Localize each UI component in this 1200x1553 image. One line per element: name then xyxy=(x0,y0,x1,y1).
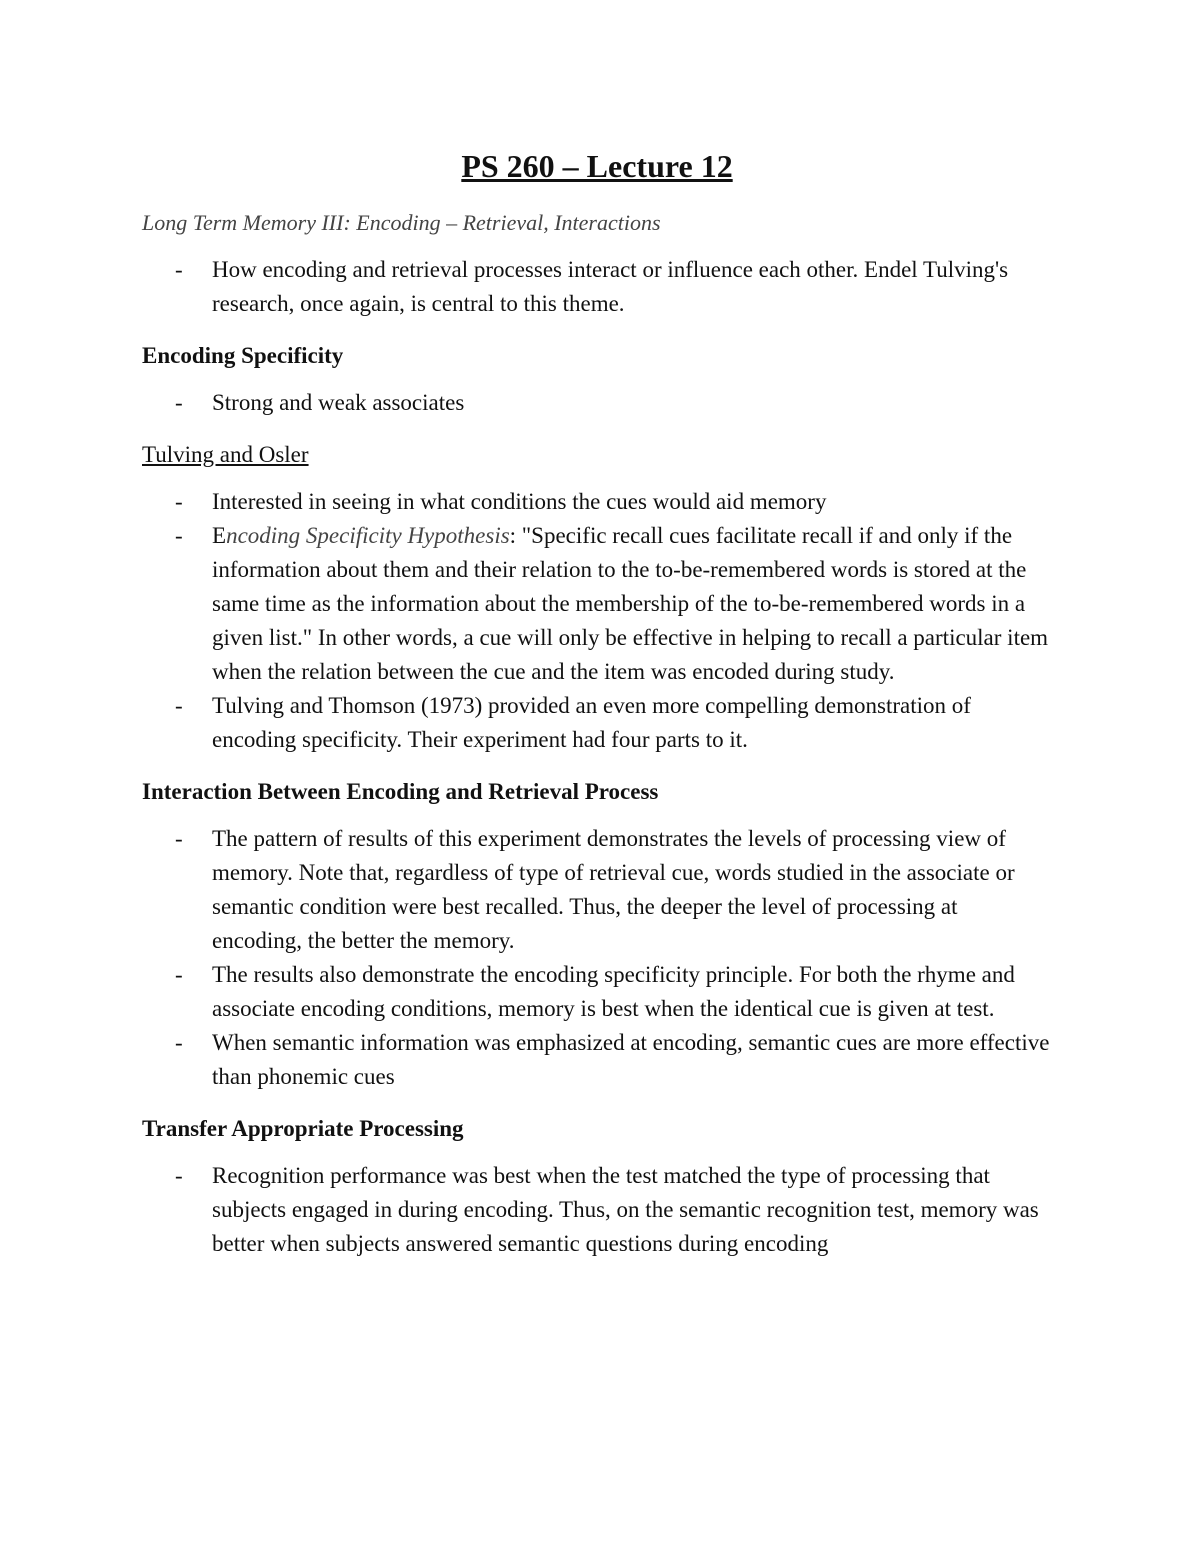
bullet-dash: - xyxy=(175,489,183,514)
bullet-dash: - xyxy=(175,1030,183,1055)
section-heading-tulving-osler: Tulving and Osler xyxy=(142,442,309,467)
bullet-text: The results also demonstrate the encoding specificity principle. For both the rhyme and associate encoding conditions, memory is best when the identical cue is given at test. xyxy=(212,962,1015,1021)
list-item xyxy=(142,1026,1052,1094)
bullet-dash: - xyxy=(175,1163,183,1188)
list-item xyxy=(142,253,1052,321)
bullet-dash: - xyxy=(175,962,183,987)
bullet-text: The pattern of results of this experiment demonstrates the levels of processing view of memory. Note that, regardless of type of retrieval cue, words studied in the associate or semantic condition were best recalled. Thus, the deeper the level of processing at encoding, the better the memory. xyxy=(212,826,1015,953)
section-heading-encoding-specificity: Encoding Specificity xyxy=(142,343,344,368)
list-item xyxy=(142,485,1052,519)
bullet-text-rest: : "Specific recall cues facilitate recall if and only if the information about them and their relation to the to-be-remembered words is stored at the same time as the information about the membership of the to-be-remembered words in a given list." In other words, a cue will only be effective in helping to recall a particular item when the relation between the cue and the item was encoded during study. xyxy=(212,523,1049,684)
bullet-text-prefix: E xyxy=(212,523,227,548)
section-heading-interaction: Interaction Between Encoding and Retrieval Process xyxy=(142,779,659,804)
bullet-text: Tulving and Thomson (1973) provided an even more compelling demonstration of encoding specificity. Their experiment had four parts to it. xyxy=(212,693,971,752)
transfer-list xyxy=(142,1159,1052,1261)
bullet-dash: - xyxy=(175,257,183,282)
bullet-text: How encoding and retrieval processes interact or influence each other. Endel Tulving's research, once again, is central to this theme. xyxy=(212,257,1009,316)
list-item xyxy=(142,822,1052,958)
hypothesis-term: ncoding Specificity Hypothesis xyxy=(226,523,510,548)
document-title: PS 260 – Lecture 12 xyxy=(461,148,733,184)
encoding-specificity-list xyxy=(142,386,1052,420)
list-item xyxy=(142,689,1052,757)
list-item xyxy=(142,958,1052,1026)
bullet-dash: - xyxy=(175,826,183,851)
bullet-text: When semantic information was emphasized at encoding, semantic cues are more effective than phonemic cues xyxy=(212,1030,1050,1089)
bullet-text: Strong and weak associates xyxy=(212,390,465,415)
list-item xyxy=(142,519,1052,689)
list-item xyxy=(142,386,1052,420)
bullet-text: Interested in seeing in what conditions the cues would aid memory xyxy=(212,489,827,514)
bullet-dash: - xyxy=(175,693,183,718)
bullet-text: Recognition performance was best when the test matched the type of processing that subjects engaged in during encoding. Thus, on the semantic recognition test, memory was better when subjects answered semantic questions during encoding xyxy=(212,1163,1039,1256)
section-heading-transfer: Transfer Appropriate Processing xyxy=(142,1116,464,1141)
interaction-list xyxy=(142,822,1052,1094)
bullet-dash: - xyxy=(175,523,183,548)
list-item xyxy=(142,1159,1052,1261)
document-subtitle: Long Term Memory III: Encoding – Retrieval, Interactions xyxy=(142,210,661,235)
bullet-dash: - xyxy=(175,390,183,415)
tulving-osler-list xyxy=(142,485,1052,757)
intro-list xyxy=(142,253,1052,321)
bullet-text xyxy=(212,523,1048,684)
